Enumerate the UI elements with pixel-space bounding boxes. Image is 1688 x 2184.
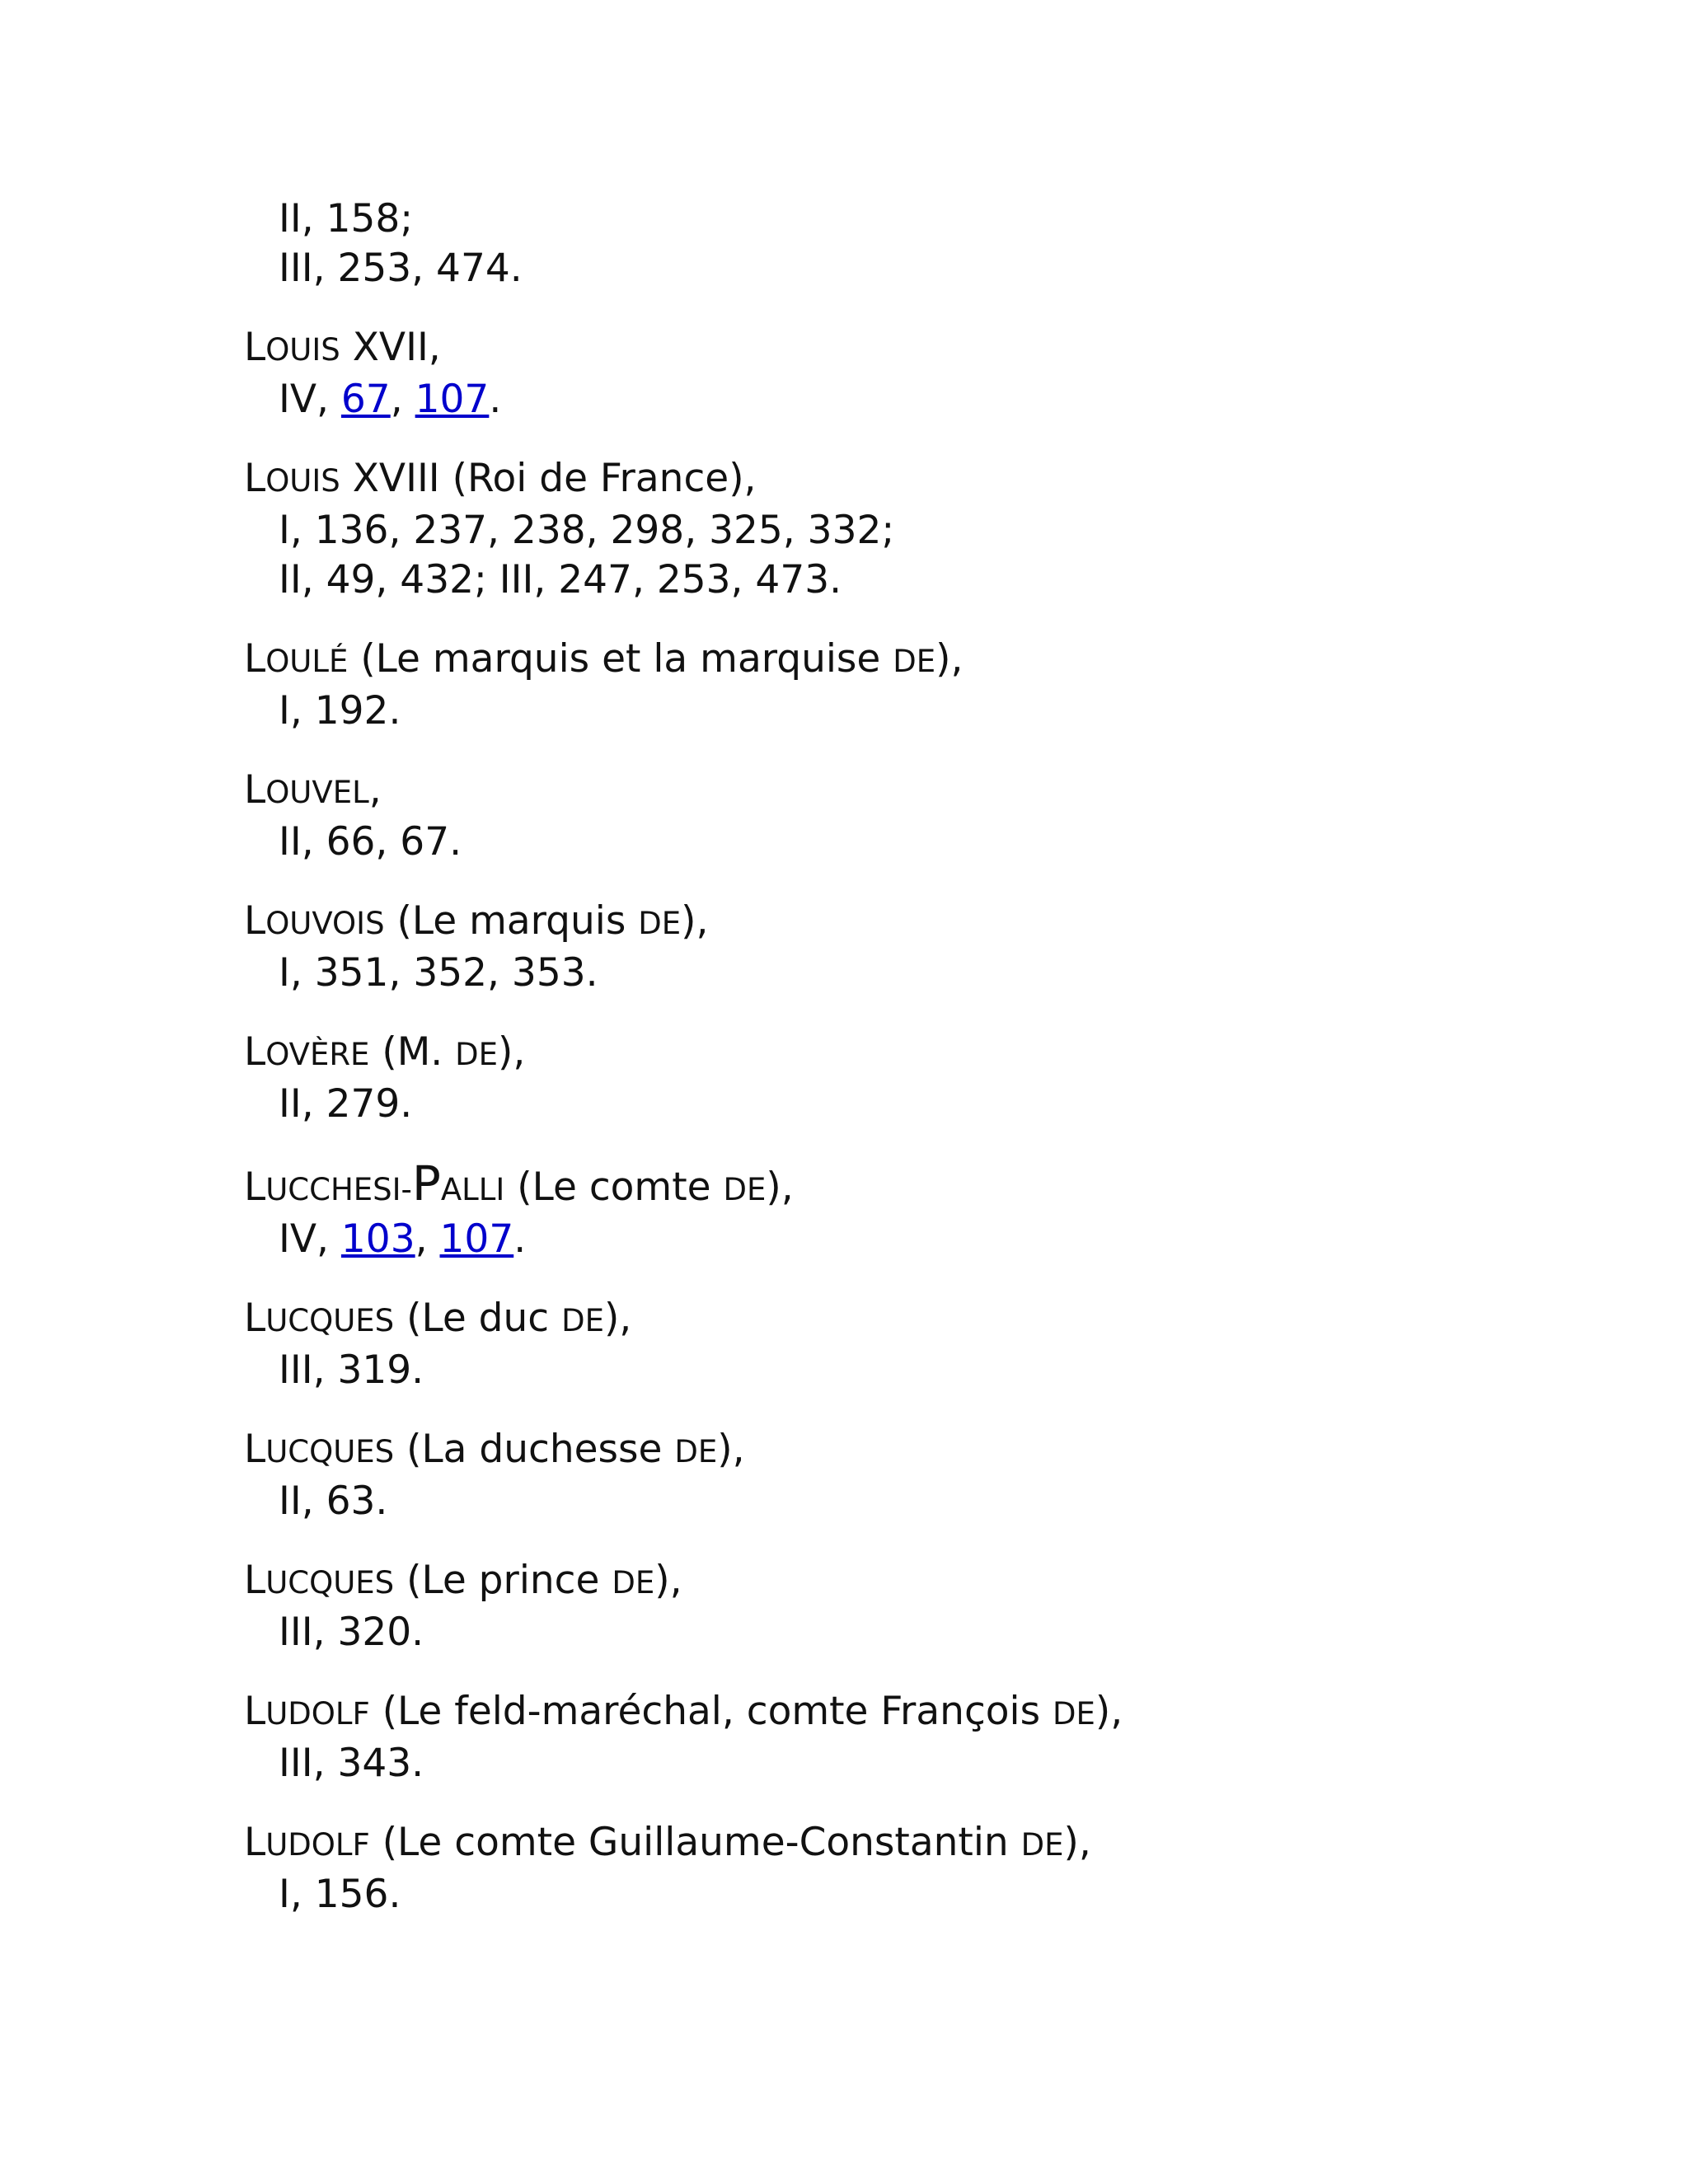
entry-name-initial: L: [244, 1558, 266, 1603]
ref-prefix: IV,: [279, 377, 341, 422]
entry-particle: DE: [723, 1172, 767, 1207]
entry-description: (Le comte: [504, 1165, 724, 1210]
entry-ref-line: III, 253, 474.: [279, 246, 523, 291]
entry-description: (Le marquis: [384, 898, 639, 944]
index-page: [244, 194, 1563, 1949]
index-entry: [244, 897, 1563, 998]
entry-name-initial: L: [244, 636, 266, 682]
entry-description-end: ),: [654, 1558, 682, 1603]
entry-description-end: ),: [1063, 1820, 1091, 1865]
page-link[interactable]: 107: [439, 1216, 514, 1262]
entry-heading: [244, 1425, 1563, 1477]
entry-ref-line: III, 319.: [279, 1347, 424, 1393]
entry-ref-line: I, 136, 237, 238, 298, 325, 332;: [279, 508, 895, 553]
index-entry: [244, 194, 1563, 293]
entry-name-initial: L: [244, 325, 266, 370]
entry-description-end: ),: [603, 1296, 632, 1341]
entry-description-end: ),: [498, 1029, 526, 1075]
entry-description: XVIII (Roi de France),: [340, 456, 757, 501]
entry-particle: DE: [638, 906, 682, 941]
entry-name-initial: L: [244, 1165, 266, 1210]
index-entry: [244, 1425, 1563, 1526]
entry-name-initial: L: [244, 1296, 266, 1341]
entry-ref-line: I, 156.: [279, 1872, 401, 1917]
entry-name-rest: UCCHESI-: [265, 1172, 412, 1207]
entry-heading: [244, 1155, 1563, 1215]
entry-heading: [244, 454, 1563, 506]
entry-heading: [244, 1556, 1563, 1608]
entry-name-second-initial: P: [411, 1155, 441, 1212]
entry-name-initial: L: [244, 1820, 266, 1865]
entry-description: (La duchesse: [394, 1427, 675, 1472]
entry-name-initial: L: [244, 1029, 266, 1075]
index-entry: [244, 635, 1563, 736]
entry-description: (M.: [369, 1029, 456, 1075]
entry-name-rest: OUIS: [265, 332, 340, 368]
entry-description: (Le duc: [394, 1296, 562, 1341]
entry-ref-line: [244, 375, 1563, 424]
entry-heading: [244, 1818, 1563, 1870]
entry-heading: [244, 1028, 1563, 1080]
entry-particle: DE: [1053, 1696, 1095, 1732]
entry-particle: DE: [1020, 1827, 1064, 1863]
entry-heading: [244, 1294, 1563, 1346]
entry-ref-line: III, 343.: [279, 1741, 424, 1786]
entry-name-rest: OUVEL: [265, 775, 369, 810]
entry-particle: DE: [455, 1037, 499, 1072]
entry-name-rest: OULÉ: [265, 644, 349, 679]
page-link[interactable]: 103: [340, 1216, 415, 1262]
entry-description-end: ),: [935, 636, 964, 682]
index-entry: [244, 323, 1563, 424]
index-entry: [244, 1294, 1563, 1395]
entry-name-rest: UCQUES: [265, 1565, 395, 1601]
entry-ref-line: II, 66, 67.: [279, 819, 462, 865]
index-entry: [244, 1818, 1563, 1919]
entry-heading: [244, 1687, 1563, 1739]
entry-particle: DE: [612, 1565, 655, 1601]
ref-end: .: [513, 1216, 527, 1262]
entry-description: (Le feld-maréchal, comte François: [369, 1689, 1053, 1734]
index-entry: [244, 1556, 1563, 1657]
index-entry: [244, 454, 1563, 605]
entry-ref-line: III, 320.: [279, 1610, 424, 1655]
entry-name-rest: UDOLF: [265, 1827, 370, 1863]
index-entry: [244, 766, 1563, 867]
entry-name-initial: L: [244, 1427, 266, 1472]
entry-description: ,: [368, 767, 382, 813]
entry-ref-line: II, 158;: [279, 196, 414, 241]
entry-ref-line: II, 49, 432; III, 247, 253, 473.: [279, 557, 842, 602]
entry-ref-line: I, 351, 352, 353.: [279, 950, 598, 996]
entry-description-end: ),: [766, 1165, 794, 1210]
entry-name-rest-2: ALLI: [440, 1172, 505, 1207]
entry-description: (Le comte Guillaume-Constantin: [369, 1820, 1021, 1865]
entry-name-rest: OUIS: [265, 463, 340, 499]
entry-heading: [244, 897, 1563, 949]
entry-name-rest: UDOLF: [265, 1696, 370, 1732]
entry-particle: DE: [561, 1303, 604, 1338]
entry-description: (Le marquis et la marquise: [348, 636, 893, 682]
entry-description-end: ),: [1095, 1689, 1123, 1734]
entry-ref-line: I, 192.: [279, 688, 401, 733]
index-entry: [244, 1155, 1563, 1264]
entry-name-rest: OUVOIS: [265, 906, 385, 941]
entry-ref-line: II, 63.: [279, 1479, 388, 1524]
entry-heading: [244, 635, 1563, 687]
entry-description: (Le prince: [394, 1558, 612, 1603]
entry-name-initial: L: [244, 456, 266, 501]
ref-separator: ,: [415, 1216, 440, 1262]
index-entry: [244, 1687, 1563, 1788]
page-link[interactable]: 67: [340, 377, 391, 422]
page-link[interactable]: 107: [415, 377, 490, 422]
entry-ref-line: II, 279.: [279, 1081, 413, 1127]
entry-name-rest: UCQUES: [265, 1303, 395, 1338]
entry-name-rest: OVÈRE: [265, 1037, 370, 1072]
entry-name-initial: L: [244, 767, 266, 813]
entry-description-end: ),: [717, 1427, 745, 1472]
entry-particle: DE: [674, 1434, 718, 1469]
entry-name-rest: UCQUES: [265, 1434, 395, 1469]
entry-name-initial: L: [244, 898, 266, 944]
entry-heading: [244, 323, 1563, 375]
ref-prefix: IV,: [279, 1216, 341, 1262]
entry-name-initial: L: [244, 1689, 266, 1734]
entry-description-end: ),: [681, 898, 709, 944]
ref-end: .: [489, 377, 502, 422]
entry-heading: [244, 766, 1563, 818]
ref-separator: ,: [390, 377, 415, 422]
entry-ref-line: [244, 1215, 1563, 1264]
index-entry: [244, 1028, 1563, 1129]
entry-particle: DE: [893, 644, 936, 679]
entry-description: XVII,: [340, 325, 441, 370]
